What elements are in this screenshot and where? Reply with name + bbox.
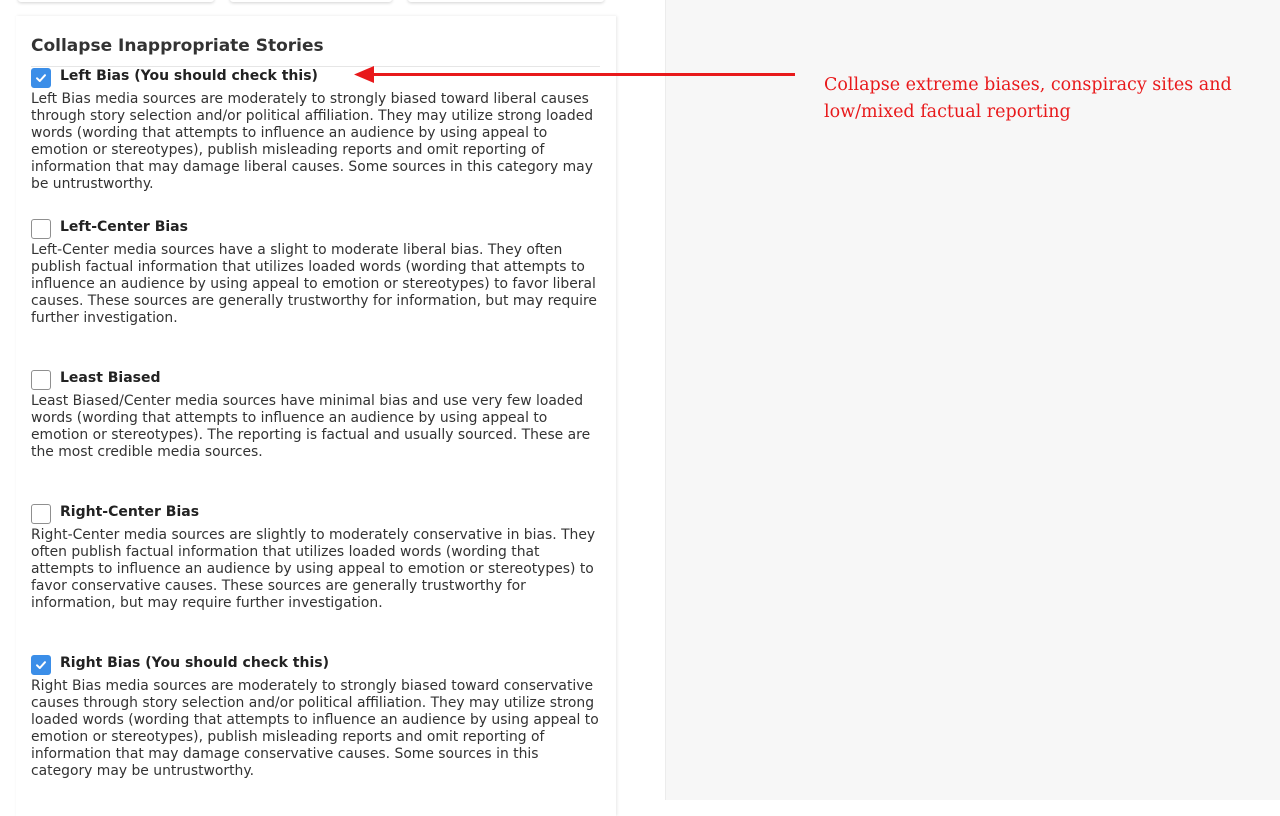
checkmark-icon [35,72,47,84]
option-label-least-biased[interactable]: Least Biased [60,370,161,386]
option-description-right-center-bias: Right-Center media sources are slightly to moderately conservative in bias. They often publish factual information that utilizes loaded words (wording that attempts to influence an audience by using appeal to emotion or stereotypes) to favor conservative causes. These sources are generally trustworthy for information, but may require further investigation. [31,527,596,611]
option-right-center-bias [31,503,602,612]
annotation-text: Collapse extreme biases, conspiracy sites and low/mixed factual reporting [824,75,1232,122]
panel-title: Collapse Inappropriate Stories [31,36,324,56]
option-label-left-bias[interactable]: Left Bias (You should check this) [60,68,318,84]
option-right-bias [31,654,602,780]
option-description-least-biased: Least Biased/Center media sources have minimal bias and use very few loaded words (wording that attempts to influence an audience by using appeal to emotion or stereotypes). The reporting is factual and usually sourced. These are the most credible media sources. [31,393,591,460]
option-label-right-bias[interactable]: Right Bias (You should check this) [60,655,329,671]
checkmark-icon [35,659,47,671]
option-left-center-bias [31,218,602,327]
checkbox-right-bias[interactable] [31,655,51,675]
checkbox-left-center-bias[interactable] [31,219,51,239]
checkbox-least-biased[interactable] [31,370,51,390]
option-label-right-center-bias[interactable]: Right-Center Bias [60,504,200,520]
option-description-right-bias: Right Bias media sources are moderately to strongly biased toward conservative causes through story selection and/or political affiliation. They may utilize strong loaded words (wording that attempts to influence an audience by using appeal to emotion or stereotypes), publish misleading reports and omit reporting of information that may damage conservative causes. Some sources in this category may be untrustworthy. [31,678,599,779]
option-least-biased [31,369,602,461]
top-card-1 [18,0,214,2]
option-description-left-center-bias: Left-Center media sources have a slight to moderate liberal bias. They often publish factual information that utilizes loaded words (wording that attempts to influence an audience by using appeal to emotion or stereotypes) to favor liberal causes. These sources are generally trustworthy for information, but may require further investigation. [31,242,597,326]
checkbox-right-center-bias[interactable] [31,504,51,524]
checkbox-left-bias[interactable] [31,68,51,88]
top-card-3 [408,0,604,2]
option-description-left-bias: Left Bias media sources are moderately to strongly biased toward liberal causes through story selection and/or political affiliation. They may utilize strong loaded words (wording that attempts to influence an audience by using appeal to emotion or stereotypes), publish misleading reports and omit reporting of information that may damage liberal causes. Some sources in this category may be untrustworthy. [31,91,594,192]
top-card-2 [230,0,392,2]
annotation-arrow-icon [350,62,800,88]
option-label-left-center-bias[interactable]: Left-Center Bias [60,219,188,235]
